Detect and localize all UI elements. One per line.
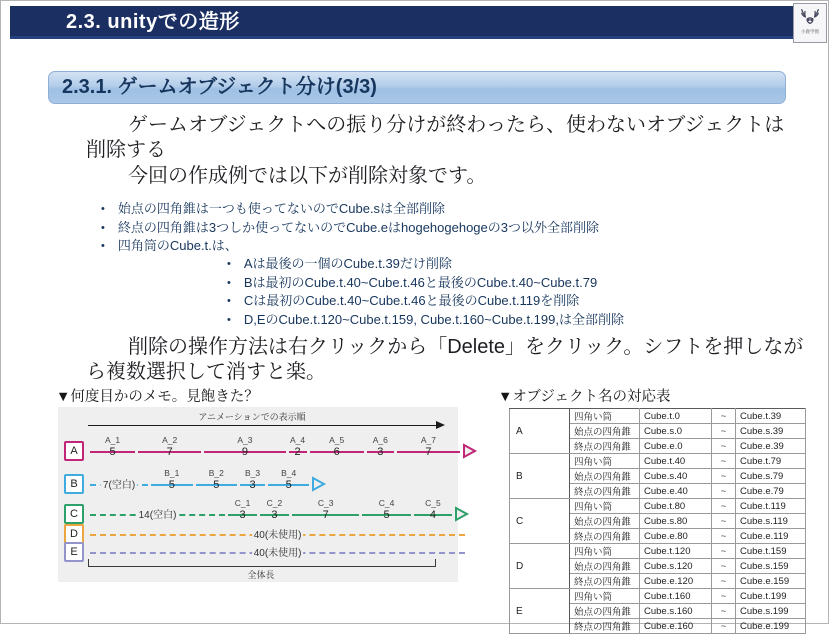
table-row xyxy=(510,409,806,424)
cell-to: Cube.t.199 xyxy=(736,589,806,604)
segment-A_7 xyxy=(397,435,460,458)
segment-value: 3 xyxy=(377,446,384,458)
object-name-mapping-table xyxy=(509,408,806,634)
axis-arrow-line xyxy=(88,425,436,426)
mapping-table-body xyxy=(510,409,806,634)
segment-name: C_2 xyxy=(266,498,283,508)
cell-part: 四角い筒 xyxy=(570,589,640,604)
cell-tilde: ~ xyxy=(712,469,736,484)
cell-part: 始点の四角錐 xyxy=(570,514,640,529)
diagram-row-C xyxy=(64,498,450,522)
arrowhead-icon xyxy=(455,507,468,521)
segment-name: C_4 xyxy=(378,498,395,508)
segment-B_2 xyxy=(196,468,237,491)
series-key-E: E xyxy=(64,542,84,562)
series-key-A: A xyxy=(64,441,84,461)
segment-name: B_3 xyxy=(244,468,261,478)
cell-tilde: ~ xyxy=(712,454,736,469)
segment-name: B_2 xyxy=(208,468,224,478)
table-row xyxy=(510,589,806,604)
cell-to: Cube.s.159 xyxy=(736,559,806,574)
segment-value: 7 xyxy=(166,446,173,458)
segment-value: 2 xyxy=(294,446,301,458)
segment-B_1 xyxy=(151,468,192,491)
table-caption: ▼オブジェクト名の対応表 xyxy=(498,389,671,405)
blank-segment xyxy=(90,530,465,541)
cell-tilde: ~ xyxy=(712,529,736,544)
diagram-caption: ▼何度目かのメモ。見飽きた？ xyxy=(56,389,259,405)
cell-to: Cube.s.119 xyxy=(736,514,806,529)
cell-to: Cube.s.39 xyxy=(736,424,806,439)
blank-segment-label: 14(空白) xyxy=(138,510,177,521)
cell-to: Cube.e.199 xyxy=(736,619,806,634)
segment-value: 5 xyxy=(383,509,390,521)
segment-A_6 xyxy=(367,435,394,458)
cell-from: Cube.s.160 xyxy=(640,604,712,619)
section-title: 2.3.1. ゲームオブジェクト分け(3/3) xyxy=(62,76,377,98)
cell-tilde: ~ xyxy=(712,499,736,514)
cell-from: Cube.e.80 xyxy=(640,529,712,544)
segment-A_5 xyxy=(310,435,364,458)
segment-name: B_4 xyxy=(281,468,297,478)
cell-tilde: ~ xyxy=(712,559,736,574)
segment-value: 4 xyxy=(429,509,437,521)
cell-to: Cube.e.159 xyxy=(736,574,806,589)
cell-part: 終点の四角錐 xyxy=(570,439,640,454)
segment-value: 3 xyxy=(249,479,256,491)
segment-name: A_2 xyxy=(162,435,178,445)
cell-tilde: ~ xyxy=(712,544,736,559)
bullet-item: • 始点の四角錐は一つも使ってないのでCube.sは全部削除 xyxy=(101,200,801,219)
segment-name: C_5 xyxy=(425,498,441,508)
segment-name: A_4 xyxy=(289,435,306,445)
cell-tilde: ~ xyxy=(712,574,736,589)
segment-C_1 xyxy=(228,498,257,521)
segment-value: 3 xyxy=(271,509,278,521)
diagram-row-E xyxy=(64,542,450,560)
cell-to: Cube.t.79 xyxy=(736,454,806,469)
diagram-row-A xyxy=(64,435,450,459)
cell-from: Cube.e.40 xyxy=(640,484,712,499)
segment-C_2 xyxy=(260,498,289,521)
segment-name: C_3 xyxy=(317,498,334,508)
cell-to: Cube.e.39 xyxy=(736,439,806,454)
cell-part: 終点の四角錐 xyxy=(570,619,640,634)
segment-value: 7 xyxy=(425,446,432,458)
segment-value: 9 xyxy=(241,446,248,458)
paragraph-delete-unused: ゲームオブジェクトへの振り分けが終わったら、使わないオブジェクトは削除する xyxy=(86,114,785,162)
slide-title: 2.3. unityでの造形 xyxy=(66,11,240,33)
cell-to: Cube.e.79 xyxy=(736,484,806,499)
segment-C_5 xyxy=(414,498,453,521)
logo xyxy=(793,3,827,43)
cell-tilde: ~ xyxy=(712,589,736,604)
cell-tilde: ~ xyxy=(712,439,736,454)
segment-name: A_5 xyxy=(329,435,345,445)
cell-from: Cube.t.0 xyxy=(640,409,712,424)
cell-tilde: ~ xyxy=(712,409,736,424)
cell-tilde: ~ xyxy=(712,484,736,499)
cell-part: 終点の四角錐 xyxy=(570,574,640,589)
segment-value: 6 xyxy=(333,446,340,458)
cell-part: 始点の四角錐 xyxy=(570,559,640,574)
group-cell-E: E xyxy=(510,589,570,634)
blank-segment-label: 40(未使用) xyxy=(253,548,302,559)
sub-bullet-item: • Bは最初のCube.t.40~Cube.t.46と最後のCube.t.40~Cube.t.79 xyxy=(227,274,817,293)
diagram-row-B xyxy=(64,468,450,492)
blank-segment-label: 7(空白) xyxy=(102,480,136,491)
cell-from: Cube.t.120 xyxy=(640,544,712,559)
segment-value: 5 xyxy=(285,479,292,491)
cell-tilde: ~ xyxy=(712,619,736,634)
logo-caption: 小鹿学園 xyxy=(800,29,819,35)
cell-part: 始点の四角錐 xyxy=(570,469,640,484)
cell-from: Cube.t.160 xyxy=(640,589,712,604)
cell-part: 四角い筒 xyxy=(570,499,640,514)
cell-from: Cube.s.80 xyxy=(640,514,712,529)
cell-from: Cube.s.120 xyxy=(640,559,712,574)
animation-order-diagram xyxy=(58,407,458,582)
diagram-row-D xyxy=(64,524,450,542)
cell-from: Cube.t.80 xyxy=(640,499,712,514)
paragraph-delete-targets: 今回の作成例では以下が削除対象です。 xyxy=(128,165,487,187)
arrowhead-icon xyxy=(463,444,476,458)
segment-C_4 xyxy=(362,498,410,521)
cell-tilde: ~ xyxy=(712,424,736,439)
cell-from: Cube.e.160 xyxy=(640,619,712,634)
cell-to: Cube.t.39 xyxy=(736,409,806,424)
axis-label: アニメーションでの表示順 xyxy=(198,412,306,422)
cell-part: 始点の四角錐 xyxy=(570,604,640,619)
bullet-item: • 終点の四角錐は3つしか使ってないのでCube.eはhogehogehogeの3つ以外全部削除 xyxy=(101,219,801,238)
group-cell-C: C xyxy=(510,499,570,544)
segment-name: B_1 xyxy=(164,468,180,478)
cell-part: 終点の四角錐 xyxy=(570,484,640,499)
segment-value: 5 xyxy=(168,479,175,491)
segment-value: 5 xyxy=(109,446,116,458)
cell-to: Cube.t.159 xyxy=(736,544,806,559)
group-cell-A: A xyxy=(510,409,570,454)
group-cell-B: B xyxy=(510,454,570,499)
segment-name: A_6 xyxy=(372,435,388,445)
segment-C_3 xyxy=(292,498,360,521)
segment-B_3 xyxy=(240,468,265,491)
segment-B_4 xyxy=(268,468,309,491)
cell-to: Cube.s.199 xyxy=(736,604,806,619)
section-header xyxy=(48,71,786,104)
sub-bullet-list xyxy=(227,255,817,329)
table-row xyxy=(510,499,806,514)
cell-to: Cube.t.119 xyxy=(736,499,806,514)
series-key-B: B xyxy=(64,474,84,494)
blank-segment xyxy=(90,510,225,521)
cell-from: Cube.s.0 xyxy=(640,424,712,439)
bullet-item: • 四角筒のCube.t.は、 xyxy=(101,237,801,256)
table-row xyxy=(510,544,806,559)
sub-bullet-item: • Cは最初のCube.t.40~Cube.t.46と最後のCube.t.119を削除 xyxy=(227,292,817,311)
cell-part: 四角い筒 xyxy=(570,454,640,469)
axis-arrowhead-icon xyxy=(436,421,445,429)
segment-A_4 xyxy=(289,435,307,458)
segment-A_3 xyxy=(204,435,285,458)
cell-from: Cube.e.120 xyxy=(640,574,712,589)
arrowhead-icon xyxy=(312,477,325,491)
cell-to: Cube.e.119 xyxy=(736,529,806,544)
bullet-list xyxy=(101,200,801,256)
segment-value: 5 xyxy=(213,479,220,491)
total-length-bracket xyxy=(88,559,436,567)
cell-part: 始点の四角錐 xyxy=(570,424,640,439)
series-key-D: D xyxy=(64,524,84,544)
sub-bullet-item: • D,EのCube.t.120~Cube.t.159, Cube.t.160~Cube.t.199,は全部削除 xyxy=(227,311,817,330)
slide-title-bar xyxy=(10,6,793,39)
blank-segment xyxy=(90,480,148,491)
segment-name: A_7 xyxy=(420,435,436,445)
blank-segment-label: 40(未使用) xyxy=(253,530,302,541)
segment-name: C_1 xyxy=(234,498,251,508)
cell-from: Cube.e.0 xyxy=(640,439,712,454)
cell-tilde: ~ xyxy=(712,604,736,619)
cell-part: 終点の四角錐 xyxy=(570,529,640,544)
segment-A_2 xyxy=(138,435,201,458)
deer-antlers-icon xyxy=(799,6,821,28)
sub-bullet-item: • Aは最後の一個のCube.t.39だけ削除 xyxy=(227,255,817,274)
cell-from: Cube.s.40 xyxy=(640,469,712,484)
paragraph-delete-howto: 削除の操作方法は右クリックから「Delete」をクリック。シフトを押しながら複数選択して消すと楽。 xyxy=(86,336,804,384)
cell-from: Cube.t.40 xyxy=(640,454,712,469)
cell-to: Cube.s.79 xyxy=(736,469,806,484)
blank-segment xyxy=(90,548,465,559)
segment-value: 3 xyxy=(239,509,246,521)
total-length-label: 全体長 xyxy=(247,570,275,580)
table-row xyxy=(510,454,806,469)
cell-part: 四角い筒 xyxy=(570,409,640,424)
segment-A_1 xyxy=(90,435,135,458)
cell-part: 四角い筒 xyxy=(570,544,640,559)
segment-name: A_3 xyxy=(237,435,253,445)
segment-value: 7 xyxy=(322,509,329,521)
cell-tilde: ~ xyxy=(712,514,736,529)
group-cell-D: D xyxy=(510,544,570,589)
segment-name: A_1 xyxy=(105,435,121,445)
series-key-C: C xyxy=(64,504,84,524)
